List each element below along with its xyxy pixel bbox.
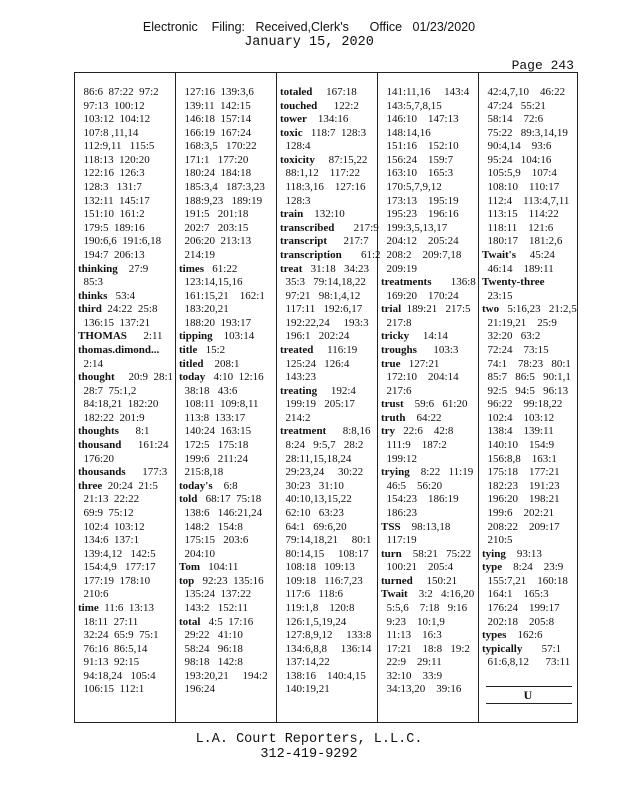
index-entry-line: 180:24 184:18 (179, 167, 252, 180)
index-entry-line: 118:13 120:20 (78, 153, 150, 166)
index-entry-line: 217:8 (381, 316, 412, 329)
index-entry-line: 64:1 69:6,20 (280, 520, 347, 533)
index-entry-line: 136:15 137:21 (78, 316, 151, 329)
index-entry-line: 134:6,8,8 136:14 (280, 642, 372, 655)
index-entry-line: 191:5 201:18 (179, 208, 249, 221)
index-entry-line: 148:2 154:8 (179, 520, 243, 533)
index-entry-line: 210:6 (78, 588, 109, 601)
index-column-2 (179, 86, 268, 697)
index-entry-line: transcribed 217:9 (280, 221, 379, 234)
index-entry-line: 199:3,5,13,17 (381, 221, 448, 234)
index-entry-line: 204:12 205:24 (381, 235, 459, 248)
index-entry-line: thousands 177:3 (78, 466, 168, 479)
index-entry-line: thought 20:9 28:1 (78, 371, 174, 384)
index-entry-line: 186:23 (381, 506, 418, 519)
index-entry-line: 29:22 41:10 (179, 629, 243, 642)
index-entry-line: 156:8,8 163:1 (482, 452, 557, 465)
index-entry-line: 2:14 (78, 357, 104, 370)
index-entry-line: 196:1 202:24 (280, 330, 350, 343)
index-entry-line: turned 150:21 (381, 574, 458, 587)
index-entry-line: 156:24 159:7 (381, 153, 454, 166)
index-entry-line: 217:6 (381, 384, 412, 397)
index-entry-line: thinks 53:4 (78, 289, 136, 302)
index-entry-line: try 22:6 42:8 (381, 425, 454, 438)
index-entry-line: 107:8 ,11,14 (78, 126, 139, 139)
index-entry-line: transcription 61:2 (280, 248, 381, 261)
index-entry-line: 117:19 (381, 534, 417, 547)
index-entry-line: 134:6 137:1 (78, 534, 140, 547)
index-entry-line: THOMAS 2:11 (78, 330, 163, 343)
index-entry-line: 28:11,15,18,24 (280, 452, 352, 465)
index-entry-line: 154:23 186:19 (381, 493, 459, 506)
index-entry-line: title 15:2 (179, 343, 226, 356)
index-entry-line: 199:6 211:24 (179, 452, 248, 465)
index-entry-line: 38:18 43:6 (179, 384, 238, 397)
index-entry-line: 127:16 139:3,6 (179, 86, 254, 98)
index-entry-line: 182:23 191:23 (482, 479, 560, 492)
index-entry-line: treating 192:4 (280, 384, 356, 397)
index-entry-line: 194:7 206:13 (78, 248, 145, 261)
index-entry-line: times 61:22 (179, 262, 238, 275)
index-entry-line: Tom 104:11 (179, 561, 239, 574)
index-entry-line: 112:4 113:4,7,11 (482, 194, 570, 207)
index-entry-line: 163:10 165:3 (381, 167, 454, 180)
index-entry-line: 102:4 103:12 (78, 520, 145, 533)
index-entry-line: 23:15 (482, 289, 513, 302)
index-entry-line: 118:3,16 127:16 (280, 181, 366, 194)
index-column-1 (78, 86, 173, 697)
index-entry-line: 108:10 110:17 (482, 181, 560, 194)
index-entry-line: titled 208:1 (179, 357, 240, 370)
index-entry-line: 132:11 145:17 (78, 194, 150, 207)
index-entry-line: 151:10 161:2 (78, 208, 145, 221)
index-entry-line: thoughts 8:1 (78, 425, 150, 438)
index-entry-line: 85:7 86:5 90:1,1 (482, 371, 571, 384)
index-entry-line: tricky 14:14 (381, 330, 448, 343)
index-entry-line: 80:14,15 108:17 (280, 547, 369, 560)
section-letter: U (523, 688, 533, 702)
index-entry-line: 139:4,12 142:5 (78, 547, 156, 560)
index-entry-line: 111:9 187:2 (381, 439, 447, 452)
index-entry-line: today's 6:8 (179, 479, 238, 492)
index-entry-line: 88:1,12 117:22 (280, 167, 360, 180)
index-entry-line: 21:13 22:22 (78, 493, 140, 506)
index-entry-line: 76:16 86:5,14 (78, 642, 148, 655)
index-entry-line: touched 122:2 (280, 99, 359, 112)
index-entry-line: 169:20 170:24 (381, 289, 459, 302)
index-entry-line: types 162:6 (482, 629, 543, 642)
index-entry-line: 35:3 79:14,18,22 (280, 276, 366, 289)
index-entry-line: 176:20 (78, 452, 115, 465)
index-entry-line: 208:2 209:7,18 (381, 248, 462, 261)
index-entry-line: 183:20,21 (179, 303, 229, 316)
index-entry-line: 199:12 (381, 452, 418, 465)
index-entry-line: 151:16 152:10 (381, 140, 459, 153)
section-divider (482, 686, 574, 704)
index-entry-line: told 68:17 75:18 (179, 493, 262, 506)
index-entry-line: 175:18 177:21 (482, 466, 560, 479)
index-entry-line: true 127:21 (381, 357, 440, 370)
index-entry-line: trial 189:21 217:5 (381, 303, 471, 316)
index-entry-line: 135:24 137:22 (179, 588, 252, 601)
index-entry-line: treated 116:19 (280, 343, 358, 356)
index-entry-line: 146:10 147:13 (381, 113, 459, 126)
index-entry-line: 97:21 98:1,4,12 (280, 289, 361, 302)
index-entry-line: 210:5 (482, 534, 513, 547)
index-entry-line: today 4:10 12:16 (179, 371, 264, 384)
index-entry-line: 62:10 63:23 (280, 506, 344, 519)
index-entry-line: 143:2 152:11 (179, 601, 248, 614)
index-entry-line: 141:11,16 143:4 (381, 86, 470, 98)
index-entry-line: time 11:6 13:13 (78, 601, 154, 614)
index-entry-line: 58:24 96:18 (179, 642, 243, 655)
index-entry-line: three 20:24 21:5 (78, 479, 158, 492)
index-entry-line: 117:6 118:6 (280, 588, 344, 601)
index-entry-line: toxicity 87:15,22 (280, 153, 368, 166)
filing-stamp: Electronic Filing: Received,Clerk's Office 01/23/2020 (142, 20, 476, 34)
index-entry-line: 74:1 78:23 80:1 (482, 357, 571, 370)
index-entry-line: 192:22,24 193:3 (280, 316, 369, 329)
index-entry-line: 98:18 142:8 (179, 656, 243, 669)
index-entry-line: 9:23 10:1,9 (381, 615, 445, 628)
index-entry-line: 166:19 167:24 (179, 126, 252, 139)
reporter-name: L.A. Court Reporters, L.L.C. (195, 732, 423, 747)
index-entry-line: 138:16 140:4,15 (280, 669, 366, 682)
index-entry-line: 118:11 121:6 (482, 221, 554, 234)
index-entry-line: treatment 8:8,16 (280, 425, 371, 438)
index-column-4 (381, 86, 476, 697)
index-entry-line: 85:3 (78, 276, 104, 289)
index-entry-line: two 5:16,23 21:2,5 (482, 303, 577, 316)
index-entry-line: 28:7 75:1,2 (78, 384, 137, 397)
index-entry-line: 22:9 29:11 (381, 656, 442, 669)
index-entry-line: 185:3,4 187:3,23 (179, 181, 265, 194)
index-entry-line: 127:8,9,12 133:8 (280, 629, 372, 642)
index-entry-line: 128:3 131:7 (78, 181, 142, 194)
index-entry-line: Twenty-three (482, 276, 545, 289)
index-entry-line: 139:11 142:15 (179, 99, 251, 112)
index-entry-line: total 4:5 17:16 (179, 615, 254, 628)
index-column-3 (280, 86, 381, 697)
index-entry-line: trying 8:22 11:19 (381, 466, 474, 479)
index-entry-line: transcript 217:7 (280, 235, 369, 248)
index-entry-line: trust 59:6 61:20 (381, 398, 468, 411)
index-entry-line: Twait's 45:24 (482, 248, 555, 261)
index-entry-line: 140:19,21 (280, 683, 330, 696)
index-entry-line: 137:14,22 (280, 656, 330, 669)
index-entry-line: 175:15 203:6 (179, 534, 249, 547)
index-entry-line: 47:24 55:21 (482, 99, 546, 112)
index-entry-line: 32:24 65:9 75:1 (78, 629, 159, 642)
index-entry-line: 46:14 189:11 (482, 262, 554, 275)
index-entry-line: type 8:24 23:9 (482, 561, 564, 574)
index-entry-line: 94:18,24 105:4 (78, 669, 156, 682)
index-entry-line: 126:1,5,19,24 (280, 615, 347, 628)
index-entry-line: 177:19 178:10 (78, 574, 151, 587)
index-entry-line: 91:13 92:15 (78, 656, 140, 669)
index-entry-line: 119:1,8 120:8 (280, 601, 355, 614)
index-entry-line: troughs 103:3 (381, 343, 459, 356)
index-entry-line: 202:18 205:8 (482, 615, 555, 628)
index-entry-line: 61:6,8,12 73:11 (482, 656, 571, 669)
index-entry-line: 193:20,21 194:2 (179, 669, 268, 682)
index-entry-line: toxic 118:7 128:3 (280, 126, 367, 139)
index-entry-line: 172:10 204:14 (381, 371, 459, 384)
index-entry-line: TSS 98:13,18 (381, 520, 451, 533)
index-entry-line: 108:11 109:8,11 (179, 398, 259, 411)
index-entry-line: 18:11 27:11 (78, 615, 139, 628)
index-entry-line: tying 93:13 (482, 547, 542, 560)
index-entry-line: 105:5,9 107:4 (482, 167, 557, 180)
index-entry-line: train 132:10 (280, 208, 345, 221)
index-entry-line: 86:6 87:22 97:2 (78, 86, 159, 98)
index-entry-line: 84:18,21 182:20 (78, 398, 159, 411)
section-rule-bottom (486, 703, 572, 704)
index-entry-line: 75:22 89:3,14,19 (482, 126, 568, 139)
reporter-phone: 312-419-9292 (260, 747, 358, 762)
index-entry-line: 146:18 157:14 (179, 113, 252, 126)
index-entry-line: thomas.dimond... (78, 343, 160, 356)
index-entry-line: 176:24 199:17 (482, 601, 560, 614)
index-entry-line: 125:24 126:4 (280, 357, 350, 370)
index-entry-line: 140:24 163:15 (179, 425, 252, 438)
index-entry-line: 188:20 193:17 (179, 316, 252, 329)
index-entry-line: treat 31:18 34:23 (280, 262, 370, 275)
index-entry-line: 92:5 94:5 96:13 (482, 384, 569, 397)
index-entry-line: third 24:22 25:8 (78, 303, 158, 316)
index-entry-line: 188:9,23 189:19 (179, 194, 263, 207)
index-entry-line: 206:20 213:13 (179, 235, 252, 248)
index-entry-line: typically 57:1 (482, 642, 562, 655)
index-entry-line: 109:18 116:7,23 (280, 574, 363, 587)
index-entry-line: 32:20 63:2 (482, 330, 541, 343)
index-entry-line: 143:23 (280, 371, 317, 384)
index-entry-line: 103:12 104:12 (78, 113, 151, 126)
index-entry-line: 32:10 33:9 (381, 669, 443, 682)
page-number: Page 243 (511, 58, 574, 73)
index-entry-line: 161:15,21 162:1 (179, 289, 265, 302)
index-entry-line: tipping 103:14 (179, 330, 255, 343)
index-entry-line: 96:22 99:18,22 (482, 398, 563, 411)
index-entry-line: 199:19 205:17 (280, 398, 355, 411)
index-entry-line: totaled 167:18 (280, 86, 357, 98)
index-entry-line: 180:17 181:2,6 (482, 235, 563, 248)
index-entry-line: 69:9 75:12 (78, 506, 134, 519)
index-entry-line: 190:6,6 191:6,18 (78, 235, 162, 248)
index-entry-line: 182:22 201:9 (78, 411, 145, 424)
index-entry-line: 164:1 165:3 (482, 588, 549, 601)
index-entry-line: 196:20 198:21 (482, 493, 560, 506)
index-entry-line: 113:15 114:22 (482, 208, 559, 221)
index-entry-line: 209:19 (381, 262, 418, 275)
index-entry-line: 30:23 31:10 (280, 479, 344, 492)
index-entry-line: 202:7 203:15 (179, 221, 249, 234)
index-entry-line: 46:5 56:20 (381, 479, 443, 492)
index-entry-line: 11:13 16:3 (381, 629, 442, 642)
index-entry-line: 128:3 (280, 194, 311, 207)
index-entry-line: Twait 3:2 4:16,20 (381, 588, 475, 601)
index-entry-line: 90:4,14 93:6 (482, 140, 552, 153)
index-entry-line: 106:15 112:1 (78, 683, 145, 696)
index-entry-line: 215:8,18 (179, 466, 224, 479)
index-entry-line: 122:16 126:3 (78, 167, 145, 180)
index-entry-line: 58:14 72:6 (482, 113, 544, 126)
transcript-date: January 15, 2020 (244, 35, 374, 50)
index-entry-line: 17:21 18:8 19:2 (381, 642, 470, 655)
index-entry-line: 97:13 100:12 (78, 99, 145, 112)
column-divider (478, 72, 479, 723)
index-entry-line: 8:24 9:5,7 28:2 (280, 439, 364, 452)
index-entry-line: 204:10 (179, 547, 216, 560)
index-entry-line: 172:5 175:18 (179, 439, 249, 452)
column-divider (175, 72, 176, 723)
index-entry-line: 5:5,6 7:18 9:16 (381, 601, 468, 614)
index-entry-line: 155:7,21 160:18 (482, 574, 568, 587)
index-entry-line: treatments 136:8 (381, 276, 476, 289)
index-entry-line: 143:5,7,8,15 (381, 99, 442, 112)
index-entry-line: 79:14,18,21 80:1 (280, 534, 372, 547)
index-entry-line: 171:1 177:20 (179, 153, 249, 166)
index-entry-line: 195:23 196:16 (381, 208, 459, 221)
index-entry-line: 34:13,20 39:16 (381, 683, 462, 696)
index-entry-line: 199:6 202:21 (482, 506, 555, 519)
index-entry-line: 21:19,21 25:9 (482, 316, 557, 329)
index-entry-line: 108:18 109:13 (280, 561, 355, 574)
index-entry-line: 168:3,5 170:22 (179, 140, 257, 153)
index-entry-line: 40:10,13,15,22 (280, 493, 352, 506)
index-entry-line: 123:14,15,16 (179, 276, 243, 289)
index-entry-line: top 92:23 135:16 (179, 574, 264, 587)
index-entry-line: 154:4,9 177:17 (78, 561, 156, 574)
index-entry-line: 214:19 (179, 248, 216, 261)
index-entry-line: 148:14,16 (381, 126, 431, 139)
index-entry-line: 117:11 192:6,17 (280, 303, 363, 316)
index-column-5 (482, 86, 577, 670)
index-entry-line: 29:23,24 30:22 (280, 466, 364, 479)
index-entry-line: 72:24 73:15 (482, 343, 549, 356)
index-entry-line: 138:4 139:11 (482, 425, 554, 438)
index-entry-line: 113:8 133:17 (179, 411, 246, 424)
index-entry-line: 208:22 209:17 (482, 520, 560, 533)
index-entry-line: truth 64:22 (381, 411, 442, 424)
index-entry-line: 140:10 154:9 (482, 439, 555, 452)
index-entry-line: 196:24 (179, 683, 216, 696)
index-entry-line: turn 58:21 75:22 (381, 547, 472, 560)
index-entry-line: 170:5,7,9,12 (381, 181, 442, 194)
index-entry-line: tower 134:16 (280, 113, 349, 126)
index-entry-line: 173:13 195:19 (381, 194, 459, 207)
index-entry-line: 42:4,7,10 46:22 (482, 86, 566, 98)
column-divider (276, 72, 277, 723)
index-entry-line: 128:4 (280, 140, 311, 153)
index-entry-line: 214:2 (280, 411, 311, 424)
index-entry-line: 100:21 205:4 (381, 561, 454, 574)
index-entry-line: 102:4 103:12 (482, 411, 555, 424)
index-entry-line: thousand 161:24 (78, 439, 169, 452)
index-entry-line: 179:5 189:16 (78, 221, 145, 234)
index-entry-line: 138:6 146:21,24 (179, 506, 263, 519)
index-entry-line: thinking 27:9 (78, 262, 149, 275)
index-entry-line: 95:24 104:16 (482, 153, 552, 166)
index-entry-line: 112:9,11 115:5 (78, 140, 155, 153)
